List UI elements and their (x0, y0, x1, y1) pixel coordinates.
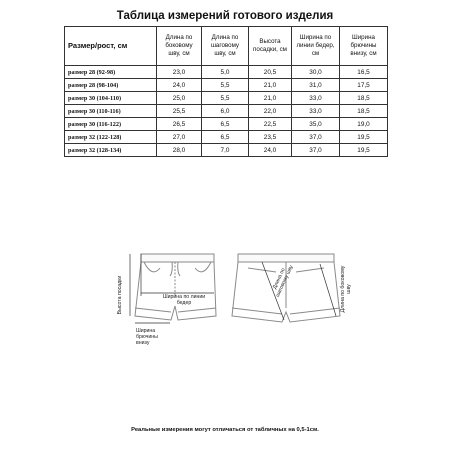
seat-height-cell: 22,0 (249, 105, 292, 118)
leg-bottom-width-label: Ширина брючины внизу (136, 328, 158, 346)
inseam-length-label: Длина по шаговому шву (271, 264, 295, 299)
leg-width-cell: 19,0 (340, 118, 388, 131)
size-cell: размер 32 (122-128) (65, 131, 157, 144)
size-cell: размер 30 (110-116) (65, 105, 157, 118)
side-seam-cell: 28,0 (157, 144, 202, 157)
header-leg-width: Ширина брючины внизу, см (340, 27, 388, 66)
header-seat-height: Высота посадки, см (249, 27, 292, 66)
seat-height-label: Высота посадки (117, 275, 123, 315)
hip-width-cell: 30,0 (292, 66, 340, 79)
inseam-cell: 6,5 (202, 131, 249, 144)
seat-height-cell: 21,0 (249, 92, 292, 105)
header-side-seam: Длина по боковому шву, см (157, 27, 202, 66)
seat-height-cell: 20,5 (249, 66, 292, 79)
inseam-cell: 5,0 (202, 66, 249, 79)
footnote: Реальные измерения могут отличаться от табличных на 0,5-1см. (131, 427, 319, 433)
size-cell: размер 28 (92-98) (65, 66, 157, 79)
side-seam-length-label: Длина по боковому шву (340, 265, 352, 313)
leg-width-cell: 17,5 (340, 79, 388, 92)
seat-height-cell: 22,5 (249, 118, 292, 131)
side-seam-cell: 25,5 (157, 105, 202, 118)
hip-width-cell: 33,0 (292, 105, 340, 118)
inseam-cell: 5,5 (202, 92, 249, 105)
hip-width-cell: 33,0 (292, 92, 340, 105)
leg-width-cell: 19,5 (340, 144, 388, 157)
leg-width-cell: 19,5 (340, 131, 388, 144)
hip-width-cell: 37,0 (292, 144, 340, 157)
hip-width-label: Ширина по линии бедер (162, 294, 206, 306)
hip-width-cell: 37,0 (292, 131, 340, 144)
header-inseam: Длина по шаговому шву, см (202, 27, 249, 66)
inseam-cell: 7,0 (202, 144, 249, 157)
hip-width-cell: 31,0 (292, 79, 340, 92)
inseam-cell: 6,5 (202, 118, 249, 131)
inseam-cell: 5,5 (202, 79, 249, 92)
leg-width-cell: 16,5 (340, 66, 388, 79)
side-seam-cell: 24,0 (157, 79, 202, 92)
shorts-front-drawing (135, 254, 216, 320)
side-seam-cell: 25,0 (157, 92, 202, 105)
size-cell: размер 32 (128-134) (65, 144, 157, 157)
hip-width-cell: 35,0 (292, 118, 340, 131)
size-cell: размер 28 (98-104) (65, 79, 157, 92)
leg-width-cell: 18,5 (340, 92, 388, 105)
seat-height-cell: 23,5 (249, 131, 292, 144)
header-size: Размер/рост, см (65, 27, 157, 66)
side-seam-cell: 26,5 (157, 118, 202, 131)
seat-height-cell: 24,0 (249, 144, 292, 157)
header-hip-width: Ширина по линии бедер, см (292, 27, 340, 66)
seat-height-cell: 21,0 (249, 79, 292, 92)
inseam-cell: 6,0 (202, 105, 249, 118)
leg-width-cell: 18,5 (340, 105, 388, 118)
size-cell: размер 30 (104-110) (65, 92, 157, 105)
size-cell: размер 30 (116-122) (65, 118, 157, 131)
side-seam-back-measure-line (320, 264, 336, 316)
side-seam-cell: 27,0 (157, 131, 202, 144)
side-seam-cell: 23,0 (157, 66, 202, 79)
page-title: Таблица измерений готового изделия (116, 10, 334, 22)
